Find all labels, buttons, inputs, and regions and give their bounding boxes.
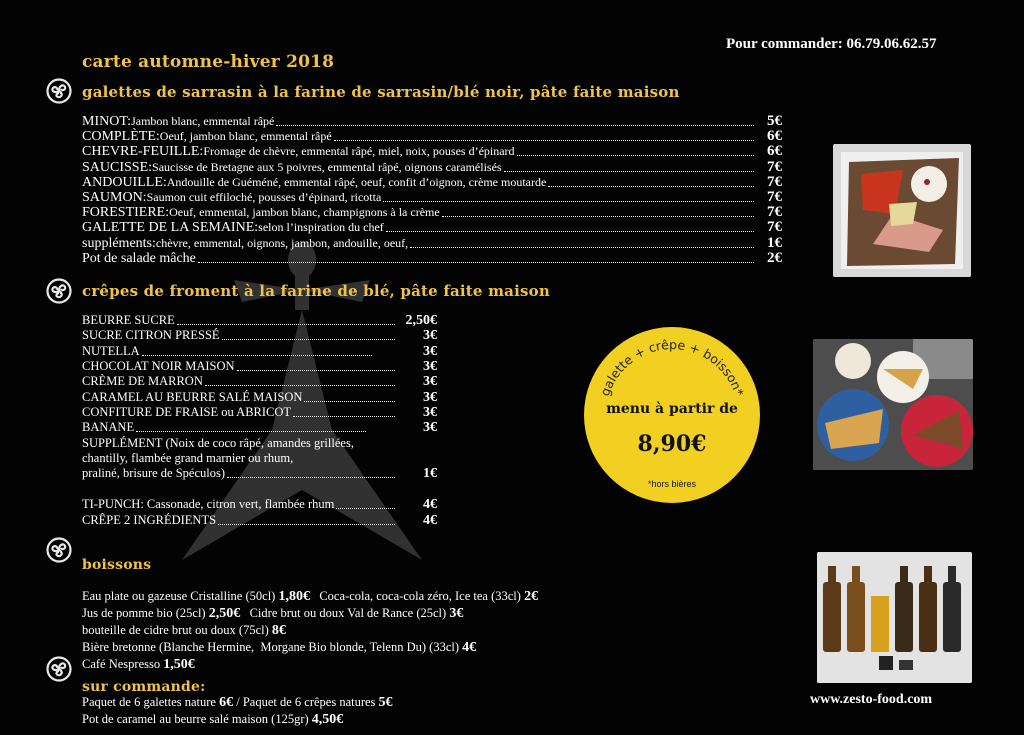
- dot-leader: [142, 355, 372, 356]
- crepes-photo: [813, 339, 973, 470]
- sur-commande-title: sur commande:: [82, 679, 206, 695]
- galette-row: [82, 220, 782, 235]
- galette-name: SAUCISSE:: [82, 159, 153, 175]
- menu-line: [82, 694, 393, 711]
- galette-price: 2€: [767, 249, 782, 266]
- line-price: 2,50€: [208, 606, 241, 621]
- galette-description: Oeuf, jambon blanc, emmental râpé: [159, 129, 332, 144]
- drinks-photo: [817, 552, 972, 683]
- galette-row: [82, 236, 782, 251]
- galette-name: Pot de salade mâche: [82, 250, 196, 266]
- crepe-extra-row: [82, 497, 437, 512]
- line-text: Bière bretonne (Blanche Hermine, Morgane Bio blonde, Telenn Du) (33cl): [82, 640, 463, 654]
- galette-name: FORESTIERE:: [82, 205, 170, 221]
- line-text: bouteille de cidre brut ou doux (75cl): [82, 623, 272, 637]
- order-phone: Pour commander: 06.79.06.62.57: [726, 36, 937, 52]
- galette-row: [82, 175, 782, 190]
- dot-leader: [386, 231, 754, 232]
- line-text: Pot de caramel au beurre salé maison (125gr): [82, 712, 312, 726]
- line-price: 8€: [271, 623, 286, 638]
- dot-leader: [276, 125, 754, 126]
- galette-name: suppléments:: [82, 235, 156, 251]
- galette-name: SAUMON:: [82, 190, 147, 205]
- crepe-row: [82, 374, 437, 389]
- line-text: Eau plate ou gazeuse Cristalline (50cl): [82, 589, 279, 603]
- dot-leader: [293, 416, 395, 417]
- crepes-photo-art: [813, 339, 973, 470]
- galette-name: COMPLÈTE:: [82, 129, 160, 145]
- crepe-name: CARAMEL AU BEURRE SALÉ MAISON: [82, 389, 303, 404]
- supplement-line: SUPPLÉMENT (Noix de coco râpé, amandes grillées,: [82, 436, 354, 450]
- line-price: 1,80€: [278, 589, 310, 604]
- dot-leader: [334, 140, 754, 141]
- galette-name: CHEVRE-FEUILLE:: [82, 144, 204, 160]
- crepe-supplement: [82, 436, 437, 481]
- crepe-row: [82, 390, 437, 405]
- crepe-name: NUTELLA: [82, 343, 140, 358]
- crepe-price: 3€: [423, 389, 437, 405]
- crepe-name: BANANE: [82, 420, 135, 435]
- menu-line: [82, 622, 538, 639]
- galette-row: [82, 129, 782, 144]
- crepes-section-title: crêpes de froment à la farine de blé, pâte faite maison: [82, 282, 550, 300]
- crepe-row: [82, 313, 437, 328]
- line-price: 6€: [219, 695, 234, 710]
- supplement-line: chantilly, flambée grand marnier ou rhum,: [82, 451, 294, 465]
- galette-description: Andouille de Guéméné, emmental râpé, oeuf, confit d’oignon, crème moutarde: [166, 174, 547, 189]
- dot-leader: [504, 171, 754, 172]
- line-price: 2€: [524, 589, 539, 604]
- supplement-price: 1€: [423, 466, 437, 481]
- line-price: 1,50€: [163, 657, 195, 672]
- crepe-extra-row: [82, 513, 437, 528]
- crepe-price: 3€: [423, 358, 437, 374]
- galette-row: [82, 205, 782, 220]
- line-text: Cidre brut ou doux Val de Rance (25cl): [240, 606, 450, 620]
- dot-leader: [198, 262, 754, 263]
- menu-deal-badge: [584, 327, 760, 503]
- line-price: 5€: [378, 695, 393, 710]
- crepe-extra-name: CRÊPE 2 INGRÉDIENTS: [82, 512, 217, 527]
- galette-price: 7€: [767, 189, 782, 205]
- crepe-price: 3€: [423, 374, 437, 390]
- line-text: Paquet de 6 galettes nature: [82, 695, 220, 709]
- line-text: / Paquet de 6 crêpes natures: [233, 695, 379, 709]
- supplement-line: praliné, brisure de Spéculos): [82, 466, 226, 480]
- triskelion-icon: [46, 537, 72, 563]
- dot-leader: [227, 477, 395, 478]
- menu-line: [82, 656, 538, 673]
- crepe-row: [82, 359, 437, 374]
- crepe-price: 2,50€: [405, 313, 437, 328]
- galette-description: Oeuf, emmental, jambon blanc, champignons à la crème: [169, 205, 440, 220]
- svg-text:galette + crêpe + boisson*: [597, 337, 747, 398]
- galette-description: Saumon cuit effiloché, pousses d’épinard, ricotta: [146, 190, 382, 204]
- boissons-section-title: boissons: [82, 557, 152, 573]
- galette-name: MINOT:: [82, 114, 132, 129]
- boissons-list: [82, 588, 538, 673]
- badge-footnote: *hors bières: [647, 479, 697, 489]
- dot-leader: [517, 155, 754, 156]
- crepe-extra-price: 4€: [423, 512, 437, 528]
- line-text: Café Nespresso: [82, 657, 164, 671]
- galette-description: Fromage de chèvre, emmental râpé, miel, noix, pouses d’épinard: [203, 144, 515, 159]
- galette-price: 7€: [767, 219, 782, 236]
- dot-leader: [218, 524, 395, 525]
- line-price: 3€: [449, 606, 464, 621]
- line-text: Coca-cola, coca-cola zéro, Ice tea (33cl): [309, 589, 525, 603]
- line-price: 4€: [462, 640, 477, 655]
- crepe-price: 3€: [423, 404, 437, 420]
- sur-commande-list: [82, 694, 393, 728]
- crepe-price: 3€: [423, 420, 437, 436]
- galette-description: Saucisse de Bretagne aux 5 poivres, emmental râpé, oignons caramélisés: [152, 159, 502, 174]
- crepe-name: SUCRE CITRON PRESSÉ: [82, 328, 220, 343]
- dot-leader: [205, 385, 395, 386]
- galette-price: 6€: [767, 128, 782, 145]
- galette-description: selon l’inspiration du chef: [258, 220, 384, 235]
- galette-price: 5€: [767, 113, 782, 129]
- dot-leader: [410, 247, 754, 248]
- dot-leader: [442, 216, 754, 217]
- galette-price: 7€: [767, 158, 782, 175]
- line-price: 4,50€: [311, 712, 344, 727]
- crepe-row: [82, 420, 437, 435]
- triskelion-icon: [46, 278, 72, 304]
- crepe-row: [82, 344, 437, 359]
- dot-leader: [548, 186, 754, 187]
- drinks-photo-art: [817, 552, 972, 683]
- crepe-row: [82, 405, 437, 420]
- menu-line: [82, 588, 538, 605]
- website-url: www.zesto-food.com: [810, 692, 933, 707]
- dot-leader: [177, 324, 395, 325]
- galette-price: 7€: [767, 173, 782, 190]
- badge-price: 8,90€: [637, 431, 707, 457]
- galettes-section-title: galettes de sarrasin à la farine de sarrasin/blé noir, pâte faite maison: [82, 83, 680, 101]
- galette-price: 1€: [767, 234, 782, 251]
- galette-price: 7€: [767, 204, 782, 221]
- galette-price: 6€: [767, 143, 782, 160]
- galette-description: chèvre, emmental, oignons, jambon, andouille, oeuf,: [155, 235, 409, 250]
- crepe-name: CONFITURE DE FRAISE ou ABRICOT: [82, 404, 292, 419]
- dot-leader: [222, 339, 395, 340]
- badge-menu-line: menu à partir de: [606, 401, 738, 417]
- crepe-extra-price: 4€: [423, 497, 437, 512]
- galette-photo-art: [833, 144, 971, 277]
- galette-name: GALETTE DE LA SEMAINE:: [82, 220, 259, 236]
- galette-row: [82, 190, 782, 205]
- dot-leader: [304, 401, 395, 402]
- dot-leader: [237, 370, 395, 371]
- crepe-name: CHOCOLAT NOIR MAISON: [82, 358, 235, 373]
- galette-row: [82, 251, 782, 266]
- triskelion-icon: [46, 656, 72, 682]
- galette-row: [82, 114, 782, 129]
- crepe-extra-name: TI-PUNCH: Cassonade, citron vert, flambée rhum: [82, 497, 335, 511]
- menu-line: [82, 711, 393, 728]
- menu-line: [82, 605, 538, 622]
- crepe-price: 3€: [423, 328, 437, 344]
- crepe-price: 3€: [423, 343, 437, 359]
- dot-leader: [383, 201, 754, 202]
- galette-row: [82, 144, 782, 159]
- menu-title: carte automne-hiver 2018: [82, 52, 335, 72]
- dot-leader: [136, 431, 366, 432]
- galette-row: [82, 160, 782, 175]
- crepe-name: BEURRE SUCRE: [82, 313, 175, 327]
- galette-description: Jambon blanc, emmental râpé: [131, 114, 275, 128]
- crepe-row: [82, 328, 437, 343]
- line-text: Jus de pomme bio (25cl): [82, 606, 209, 620]
- galette-photo: [833, 144, 971, 277]
- galette-name: ANDOUILLE:: [82, 174, 167, 190]
- supplement-last-line: [82, 466, 437, 481]
- menu-line: [82, 639, 538, 656]
- badge-arc-text: galette + crêpe + boisson*: [597, 336, 747, 398]
- triskelion-icon: [46, 78, 72, 104]
- dot-leader: [336, 508, 395, 509]
- crepe-name: CRÈME DE MARRON: [82, 374, 203, 389]
